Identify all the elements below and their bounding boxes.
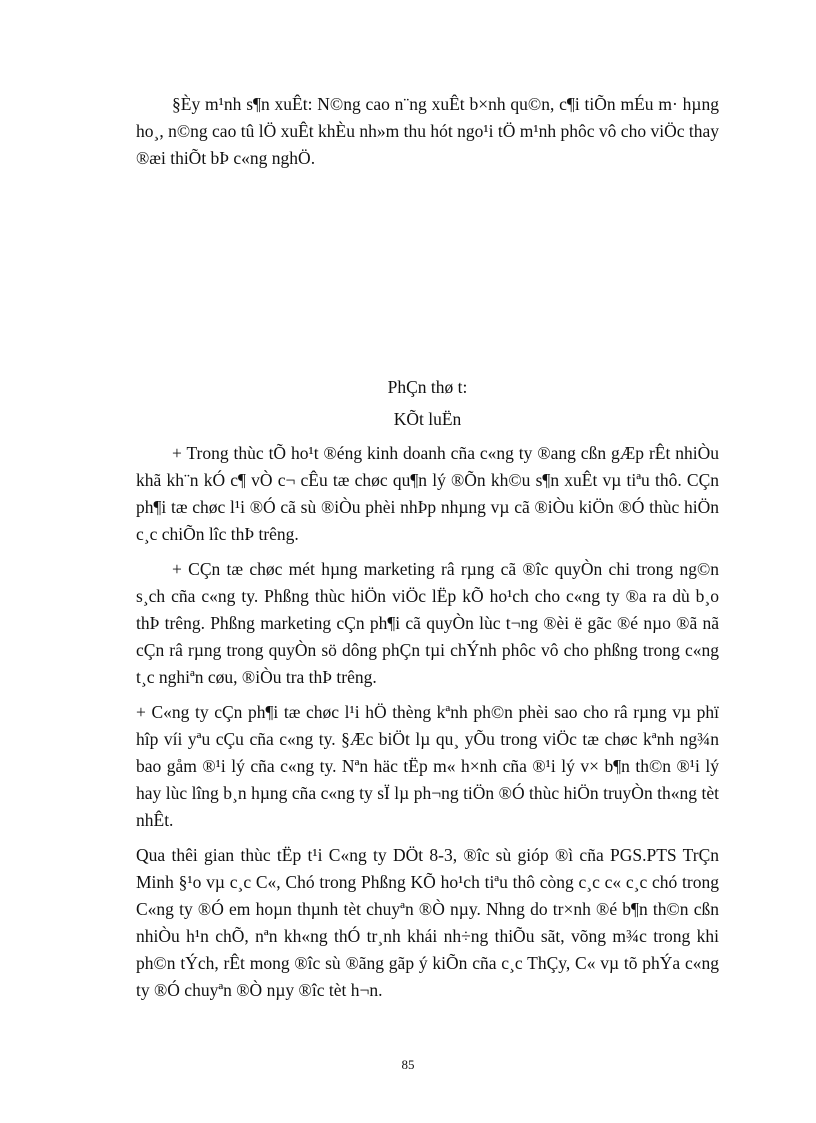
section-label: PhÇn thø t: <box>387 377 468 397</box>
conclusion-body <box>136 440 719 1012</box>
paragraph: + C«ng ty cÇn ph¶i tæ chøc l¹i hÖ thèng kªnh ph©n phèi sao cho râ rµng vµ phï hîp víi yªu cÇu cña c«ng ty. §Æc biÖt lµ qu¸ yÕu trong viÖc tæ chøc kªnh ng¾n bao gåm ®¹i lý cña c«ng ty. Nªn häc tËp m« h×nh cña ®¹i lý v× b¶n th©n ®¹i lý hay lùc lîng b¸n hµng cña c«ng ty sÏ lµ ph¬ng tiÖn ®Ó thùc hiÖn truyÒn th«ng tèt nhÊt. <box>136 702 719 830</box>
page-number: 85 <box>401 1057 415 1072</box>
paragraph: Qua thêi gian thùc tËp t¹i C«ng ty DÖt 8-3, ®îc sù gióp ®ì cña PGS.PTS TrÇn Minh §¹o vµ c¸c C«, Chó trong Phßng KÕ ho¹ch tiªu thô còng c¸c c« c¸c chó trong C«ng ty ®Ó em hoµn thµnh tèt chuyªn ®Ò nµy. Nhng do tr×nh ®é b¶n th©n cßn nhiÒu h¹n chÕ, nªn kh«ng thÓ tr¸nh khái nh÷ng thiÕu sãt, võng m¾c trong khi ph©n tÝch, rÊt mong ®îc sù ®ãng gãp ý kiÕn cña c¸c ThÇy, C« vµ tõ phÝa c«ng ty ®Ó chuyªn ®Ò nµy ®îc tèt h¬n. <box>136 845 719 1000</box>
paragraph: + CÇn tæ chøc mét hµng marketing râ rµng cã ®îc quyÒn chi trong ng©n s¸ch cña c«ng ty. Phßng thùc hiÖn viÖc lËp kÕ ho¹ch cho c«ng ty ®a ra dù b¸o thÞ trêng. Phßng marketing cÇn ph¶i cã quyÒn lùc t¬ng ®èi ë gãc ®é nµo ®ã nã cÇn râ rµng trong quyÒn sö dông phÇn tµi chÝnh phôc vô cho phßng trong c«ng t¸c nghiªn cøu, ®iÒu tra thÞ trêng. <box>136 559 719 687</box>
intro-paragraph: §Èy m¹nh s¶n xuÊt: N©ng cao n¨ng xuÊt b×nh qu©n, c¶i tiÕn mÉu m· hµng ho¸, n©ng cao tû lÖ xuÊt khÈu nh»m thu hót ngo¹i tÖ m¹nh phôc vô cho viÖc thay ®æi thiÕt bÞ c«ng nghÖ. <box>136 94 719 168</box>
section-title: KÕt luËn <box>393 409 462 429</box>
paragraph: + Trong thùc tÕ ho¹t ®éng kinh doanh cña c«ng ty ®ang cßn gÆp rÊt nhiÒu khã kh¨n kÓ c¶ vÒ c¬ cÊu tæ chøc qu¶n lý ®Õn kh©u s¶n xuÊt vµ tiªu thô. CÇn ph¶i tæ chøc l¹i ®Ó cã sù ®iÒu phèi nhÞp nhµng vµ cã ®iÒu kiÖn ®Ó thùc hiÖn c¸c chiÕn lîc thÞ trêng. <box>136 443 719 544</box>
intro-section <box>136 91 719 172</box>
